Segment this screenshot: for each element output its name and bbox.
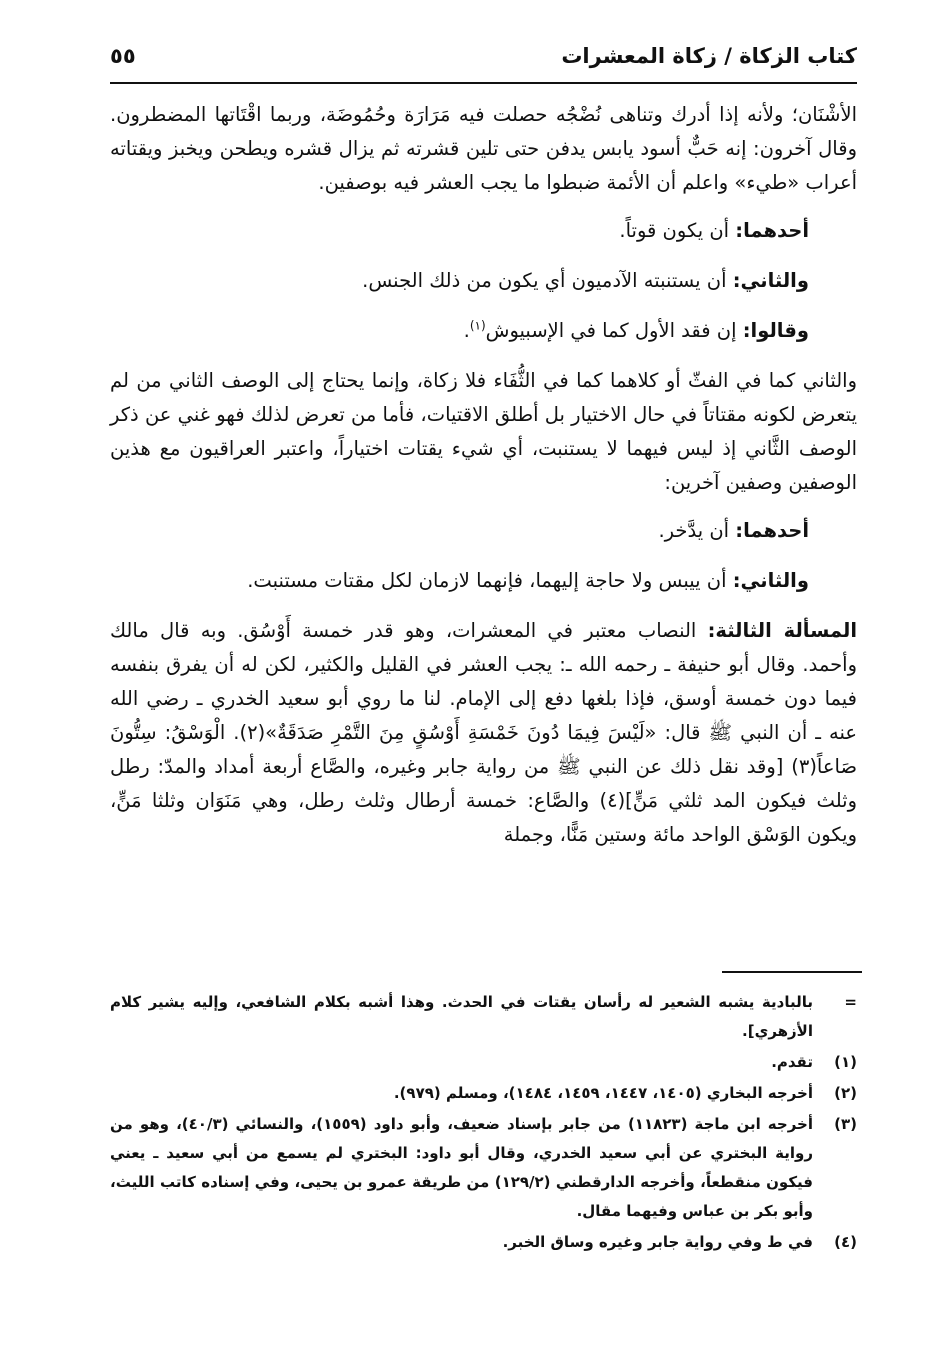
footnote-text: أخرجه ابن ماجة (١١٨٢٣) من جابر بإسناد ضعيف، وأبو داود (١٥٥٩)، والنسائي (٤٠/٣)، وهو من رواية البختري عن أبي سعيد الخدري، وقال أبو داود: البختري لم يسمع من أبي سعيد ـ يعني فيكون منقطعاً، وأخرجه الدارقطني (١٢٩/٢) من طريقة عمرو بن يحيى، وفي إسناده كاتب الليث، وأبو بكر بن عباس وفيهما مقال. [110,1115,814,1220]
main-text [110,98,857,866]
paragraph: والثاني: أن ييبس ولا حاجة إليهما، فإنهما لازمان لكل مقتات مستنبت. [247,569,809,592]
footnote-text: أخرجه البخاري (١٤٠٥، ١٤٤٧، ١٤٥٩، ١٤٨٤)، ومسلم (٩٧٩). [393,1084,813,1102]
paragraph-label: وقالوا: [742,319,809,342]
footnote-text: في ط وفي رواية جابر وغيره وساق الخبر. [502,1233,813,1251]
footnote [110,1228,857,1257]
section-heading: المسألة الثالثة: [707,619,858,642]
page-header [110,38,857,78]
paragraph: وقالوا: إن فقد الأول كما في الإسبيوش$^{(١)}$. [463,318,809,342]
paragraph-label: والثاني: [732,569,809,592]
footnote [110,1110,857,1226]
footnote-text: تقدم. [771,1053,813,1071]
footnote [110,1048,857,1077]
footnote [110,988,857,1046]
paragraph: أحدهما: أن يكون قوتاً. [619,219,809,242]
footnotes [110,988,857,1259]
header-rule [110,82,857,84]
paragraph: المسألة الثالثة: النصاب معتبر في المعشرات، وهو قدر خمسة أَوْسُق. وبه قال مالك وأحمد. وقال أبو حنيفة ـ رحمه الله ـ: يجب العشر في القليل والكثير، لكن له أن يفرق بنفسه فيما دون خمسة أوسق، فإذا بلغها دفع إلى الإمام. لنا ما روي أبو سعيد الخدري ـ رضي الله عنه ـ أن النبي ﷺ قال: «لَيْسَ فِيمَا دُونَ خَمْسَةِ أَوْسُقٍ مِنَ التَّمْرِ صَدَقَةٌ»(٢). الْوَسْقُ: سِتُّونَ صَاعاً(٣) [وقد نقل ذلك عن النبي ﷺ من رواية جابر وغيره، والصَّاع أربعة أمداد والمدّ: رطل وثلث فيكون المد ثلثي مَنٍّ](٤) والصَّاع: خمسة أرطال وثلث رطل، وهي مَنَوَان وثلثا مَنٍّ، ويكون الوَسْق الواحد مائة وستين مَنًّا، وجملة [110,619,858,846]
footnote-mark: = [844,993,857,1011]
page-number: ٥٥ [110,44,136,68]
footnote-mark: (٢) [834,1084,857,1102]
paragraph: الأشْنَان؛ ولأنه إذا أدرك وتناهى نُضْجُه حصلت فيه مَرَارَة وحُمُوضَة، وربما اقْتَاتها المضطرون. وقال آخرون: إنه حَبٌّ أسود يابس يدفن حتى تلين قشرته ثم يزال قشره ويطحن ويخبز ويقتاته أعراب «طيء» واعلم أن الأئمة ضبطوا ما يجب العشر فيه بوصفين. [110,103,857,194]
footnote [110,1079,857,1108]
paragraph: أحدهما: أن يدَّخر. [658,519,809,542]
footnote-rule [722,971,862,973]
footnote-text: بالبادية يشبه الشعير له رأسان يقتات في الحدث. وهذا أشبه بكلام الشافعي، وإليه يشير كلام الأزهري]. [110,993,813,1040]
paragraph-label: أحدهما: [735,519,809,542]
paragraph-label: والثاني: [732,269,809,292]
paragraph: والثاني كما في الفثّ أو كلاهما كما في الثُّفَاء فلا زكاة، وإنما يحتاج إلى الوصف الثاني من لم يتعرض لكونه مقتاتاً في حال الاختيار بل أطلق الاقتيات، فأما من تعرض لذلك فهو غني عن ذكر الوصف الثَّاني إذ ليس فيهما لا يستنبت، أي شيء يقتات اختياراً، واعتبر العراقيون مع هذين الوصفين وصفين آخرين: [110,369,857,494]
footnote-mark: (١) [834,1053,857,1071]
footnote-mark: (٤) [834,1233,857,1251]
running-title: كتاب الزكاة / زكاة المعشرات [561,44,857,68]
paragraph-label: أحدهما: [735,219,809,242]
paragraph: والثاني: أن يستنبته الآدميون أي يكون من ذلك الجنس. [362,269,809,292]
footnote-ref: (١) [469,318,486,333]
footnote-mark: (٣) [834,1115,857,1133]
